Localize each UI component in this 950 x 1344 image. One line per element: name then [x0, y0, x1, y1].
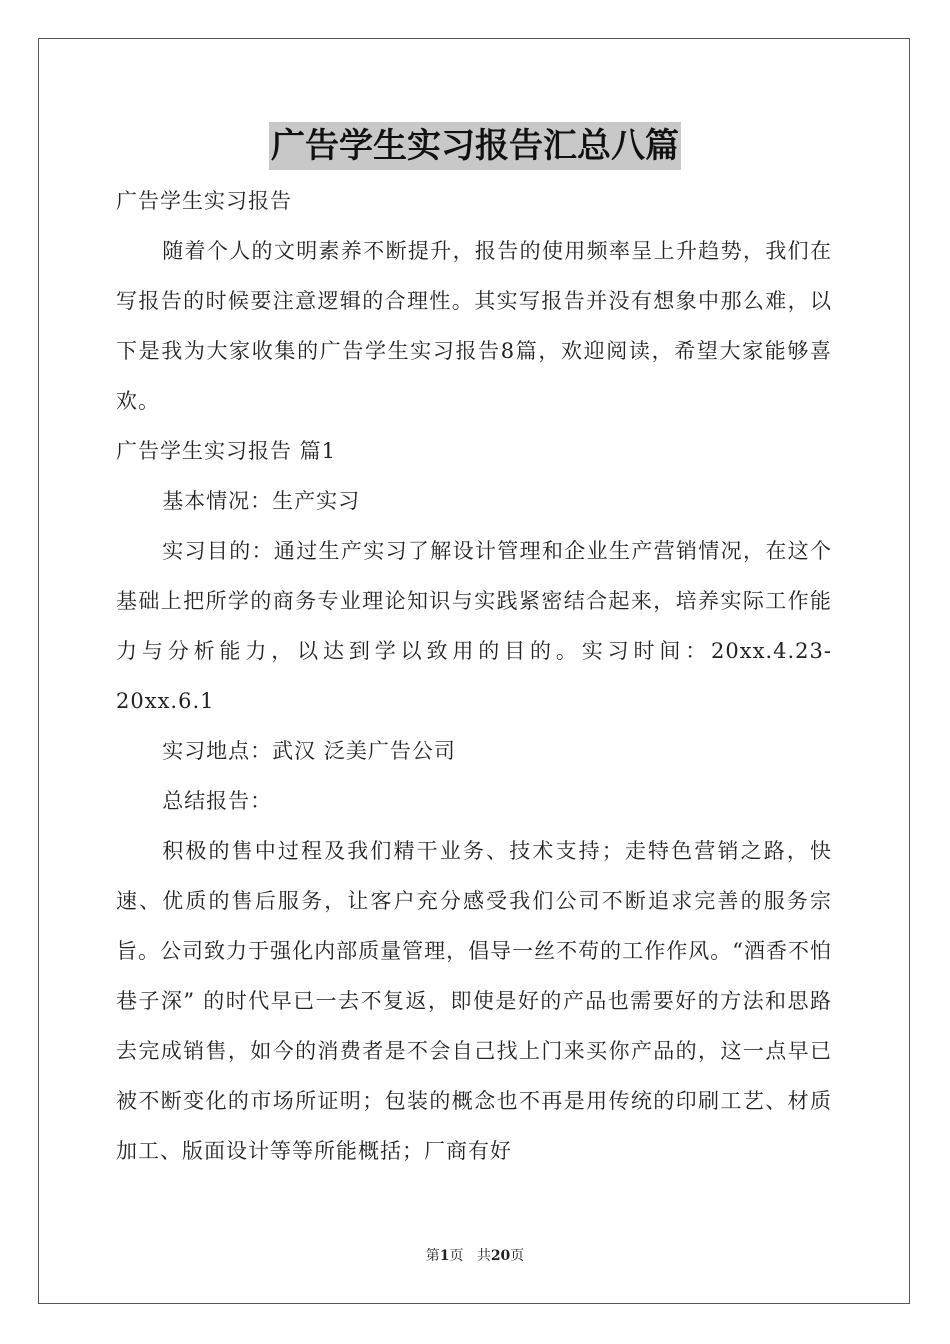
summary-label-paragraph: 总结报告： [162, 789, 273, 813]
purpose-paragraph: 实习目的：通过生产实习了解设计管理和企业生产营销情况，在这个基础上把所学的商务专业理论知识与实践紧密结合起来，培养实际工作能力与分析能力，以达到学以致用的目的。实习时间：20xx.4.23-20xx.6.1 [116, 539, 832, 713]
intro-paragraph: 随着个人的文明素养不断提升，报告的使用频率呈上升趋势，我们在写报告的时候要注意逻辑的合理性。其实写报告并没有想象中那么难，以下是我为大家收集的广告学生实习报告8篇，欢迎阅读，希望大家能够喜欢。 [116, 239, 832, 413]
page-suffix: 页 [449, 1248, 464, 1264]
basic-info-paragraph: 基本情况：生产实习 [162, 489, 361, 513]
article-heading: 广告学生实习报告 篇1 [116, 439, 337, 463]
total-suffix: 页 [510, 1248, 525, 1264]
total-prefix: 共 [476, 1248, 491, 1264]
page-footer [0, 1245, 950, 1265]
page-prefix: 第 [425, 1248, 440, 1264]
page-number: 1 [439, 1248, 450, 1264]
summary-paragraph: 积极的售中过程及我们精干业务、技术支持；走特色营销之路，快速、优质的售后服务，让客户充分感受我们公司不断追求完善的服务宗旨。公司致力于强化内部质量管理，倡导一丝不苟的工作作风。“酒香不怕巷子深” 的时代早已一去不复返，即使是好的产品也需要好的方法和思路去完成销售，如今的消费者是不会自己找上门来买你产品的，这一点早已被不断变化的市场所证明；包装的概念也不再是用传统的印刷工艺、材质加工、版面设计等等所能概括；厂商有好 [116, 839, 832, 1163]
total-pages: 20 [490, 1248, 511, 1264]
section-heading: 广告学生实习报告 [116, 189, 292, 213]
document-title: 广告学生实习报告汇总八篇 [269, 122, 681, 170]
document-body [116, 176, 832, 1176]
title-container [0, 122, 950, 170]
location-paragraph: 实习地点：武汉 泛美广告公司 [162, 739, 456, 763]
